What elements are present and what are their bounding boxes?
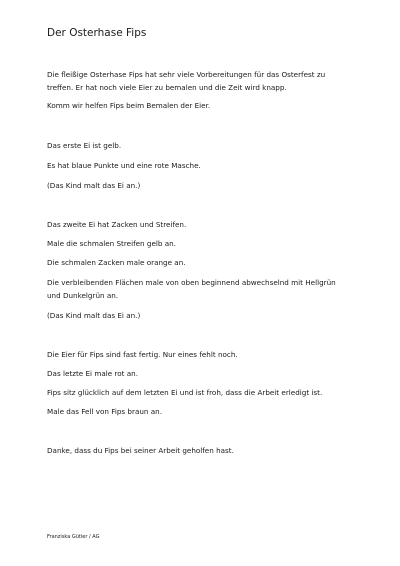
egg2-line-3: Die schmalen Zacken male orange an. [47,258,186,267]
egg3-line-1: Die Eier für Fips sind fast fertig. Nur eines fehlt noch. [47,350,238,359]
footer-author: Franziska Gütler / AG [47,534,100,540]
egg3-line-3: Fips sitz glücklich auf dem letzten Ei und ist froh, dass die Arbeit erledigt ist. [47,388,323,397]
egg2-line-2: Male die schmalen Streifen gelb an. [47,239,176,248]
closing-line: Danke, dass du Fips bei seiner Arbeit geholfen hast. [47,446,234,455]
egg3-line-2: Das letzte Ei male rot an. [47,369,138,378]
egg1-line-1: Das erste Ei ist gelb. [47,141,122,150]
egg2-line-5: und Dunkelgrün an. [47,291,119,300]
egg2-line-6: (Das Kind malt das Ei an.) [47,311,141,320]
intro-line-3: Komm wir helfen Fips beim Bemalen der Eier. [47,101,211,110]
document-title: Der Osterhase Fips [47,27,147,39]
egg1-line-3: (Das Kind malt das Ei an.) [47,181,141,190]
intro-line-2: treffen. Er hat noch viele Eier zu bemalen und die Zeit wird knapp. [47,83,287,92]
egg1-line-2: Es hat blaue Punkte und eine rote Masche. [47,161,201,170]
egg2-line-1: Das zweite Ei hat Zacken und Streifen. [47,220,187,229]
egg2-line-4: Die verbleibenden Flächen male von oben beginnend abwechselnd mit Hellgrün [47,278,336,287]
egg3-line-4: Male das Fell von Fips braun an. [47,407,162,416]
intro-line-1: Die fleißige Osterhase Fips hat sehr viele Vorbereitungen für das Osterfest zu [47,70,326,79]
